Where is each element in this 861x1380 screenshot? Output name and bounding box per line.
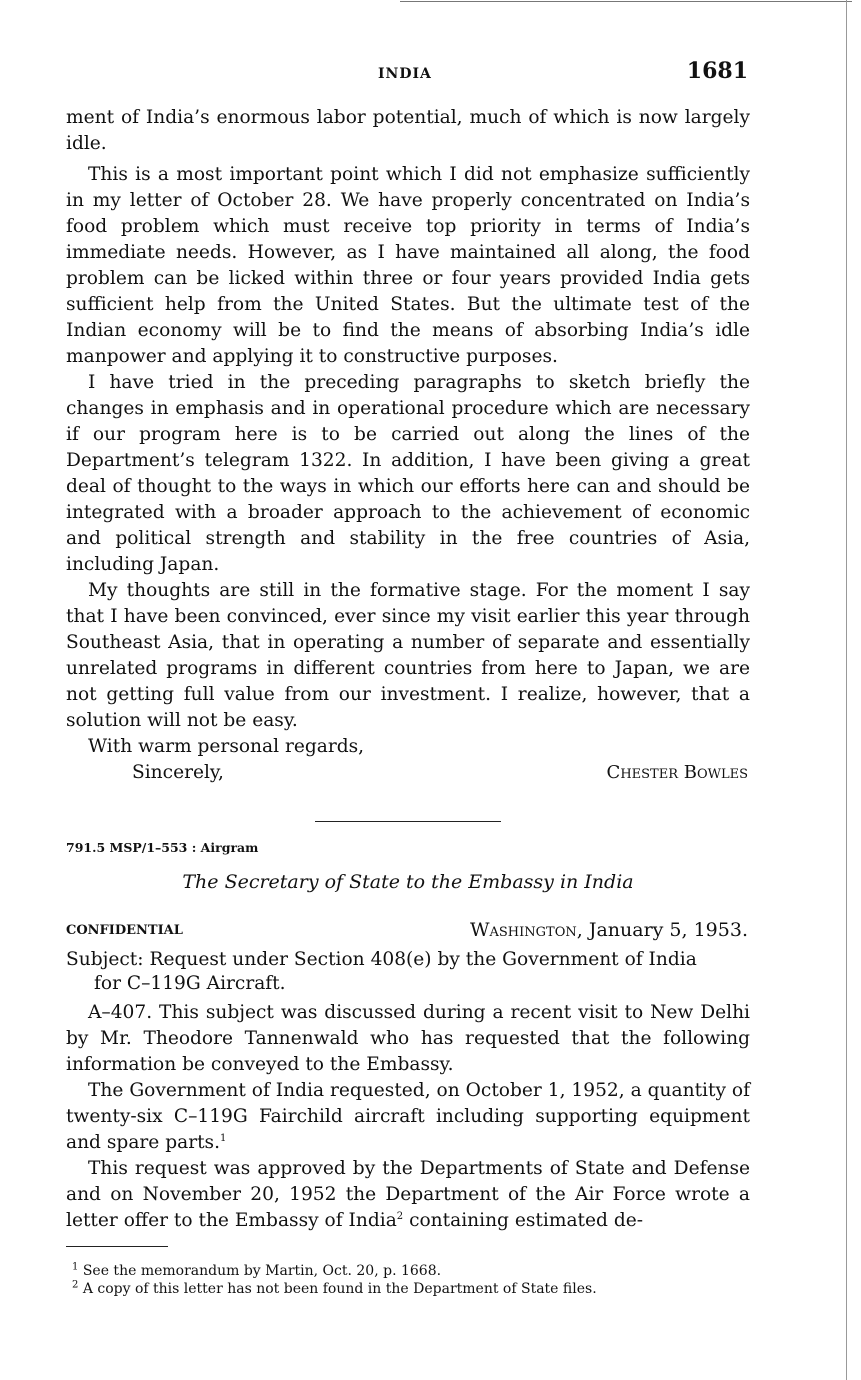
right-edge-line	[846, 0, 847, 1380]
airgram-body	[66, 1000, 750, 1234]
section-divider	[315, 821, 501, 822]
airgram-paragraph	[66, 1156, 750, 1234]
airgram-paragraph	[66, 1078, 750, 1156]
letter-paragraph: This is a most important point which I did not emphasize sufficiently in my letter of October 28. We have properly concentrated on India’s food problem which must receive top priority in terms of India’s immediate needs. However, as I have maintained all along, the food problem can be licked within three or four years provided India gets sufficient help from the United States. But the ultimate test of the Indian economy will be to find the means of absorbing India’s idle manpower and applying it to constructive purposes.	[66, 164, 750, 367]
airgram-text: containing estimated de-	[403, 1210, 644, 1231]
file-reference: 791.5 MSP/1–553 : Airgram	[66, 840, 259, 855]
letter-sincerely: Sincerely,	[132, 762, 224, 783]
page-number: 1681	[686, 58, 748, 84]
subject-line: Subject: Request under Section 408(e) by the Government of India	[66, 949, 697, 970]
classification-label: CONFIDENTIAL	[66, 923, 183, 938]
subject-line: for C–119G Aircraft.	[94, 973, 286, 994]
footnote-ref[interactable]: 1	[220, 1132, 227, 1144]
airgram-text: This request was approved by the Departments of State and Defense and on November 20, 1952 the Department of the Air Force wrote a letter offer to the Embassy of India	[66, 1158, 750, 1231]
letter-regards: With warm personal regards,	[88, 736, 365, 757]
dateline	[66, 919, 750, 947]
letter-body	[66, 105, 750, 786]
place: Washington	[469, 919, 577, 941]
letter-closing	[66, 760, 750, 786]
footnote	[66, 1262, 750, 1280]
letter-paragraph: I have tried in the preceding paragraphs to sketch briefly the changes in emphasis and in operational procedure which are necessary if our program here is to be carried out along the lines of the Department’s telegram 1322. In addition, I have been giving a great deal of thought to the ways in which our efforts here can and should be integrated with a broader approach to the achievement of economic and political strength and stability in the free countries of Asia, including Japan.	[66, 372, 750, 575]
place-date	[470, 919, 748, 941]
footnote-text: A copy of this letter has not been found in the Department of State files.	[78, 1281, 597, 1297]
subject-block	[66, 948, 750, 996]
airgram-text: The Government of India requested, on October 1, 1952, a quantity of twenty-six C–119G Fairchild aircraft including supporting equipment and spare parts.	[66, 1080, 750, 1153]
airgram-paragraph: A–407. This subject was discussed during a recent visit to New Delhi by Mr. Theodore Tannenwald who has requested that the following information be conveyed to the Embassy.	[66, 1002, 750, 1075]
running-head: INDIA	[378, 66, 432, 82]
letter-paragraph: My thoughts are still in the formative stage. For the moment I say that I have been convinced, ever since my visit earlier this year through Southeast Asia, that in operating a number of separate and essentially unrelated programs in different countries from here to Japan, we are not getting full value from our investment. I realize, however, that a solution will not be easy.	[66, 580, 750, 731]
footnote-ref[interactable]: 2	[396, 1210, 404, 1222]
footnote	[66, 1280, 750, 1298]
footnote-mark: 2	[72, 1279, 79, 1291]
letter-paragraph: ment of India’s enormous labor potential, much of which is now largely idle.	[66, 107, 750, 154]
letter-signature: Chester Bowles	[606, 762, 748, 783]
document-title: The Secretary of State to the Embassy in India	[182, 871, 634, 893]
page-header	[66, 58, 750, 88]
footnote-text: See the memorandum by Martin, Oct. 20, p. 1668.	[78, 1263, 442, 1279]
footnote-mark: 1	[72, 1261, 79, 1273]
footnotes	[66, 1262, 750, 1298]
top-edge-line	[400, 1, 852, 2]
footnote-rule	[66, 1246, 168, 1247]
date: , January 5, 1953.	[576, 919, 748, 941]
